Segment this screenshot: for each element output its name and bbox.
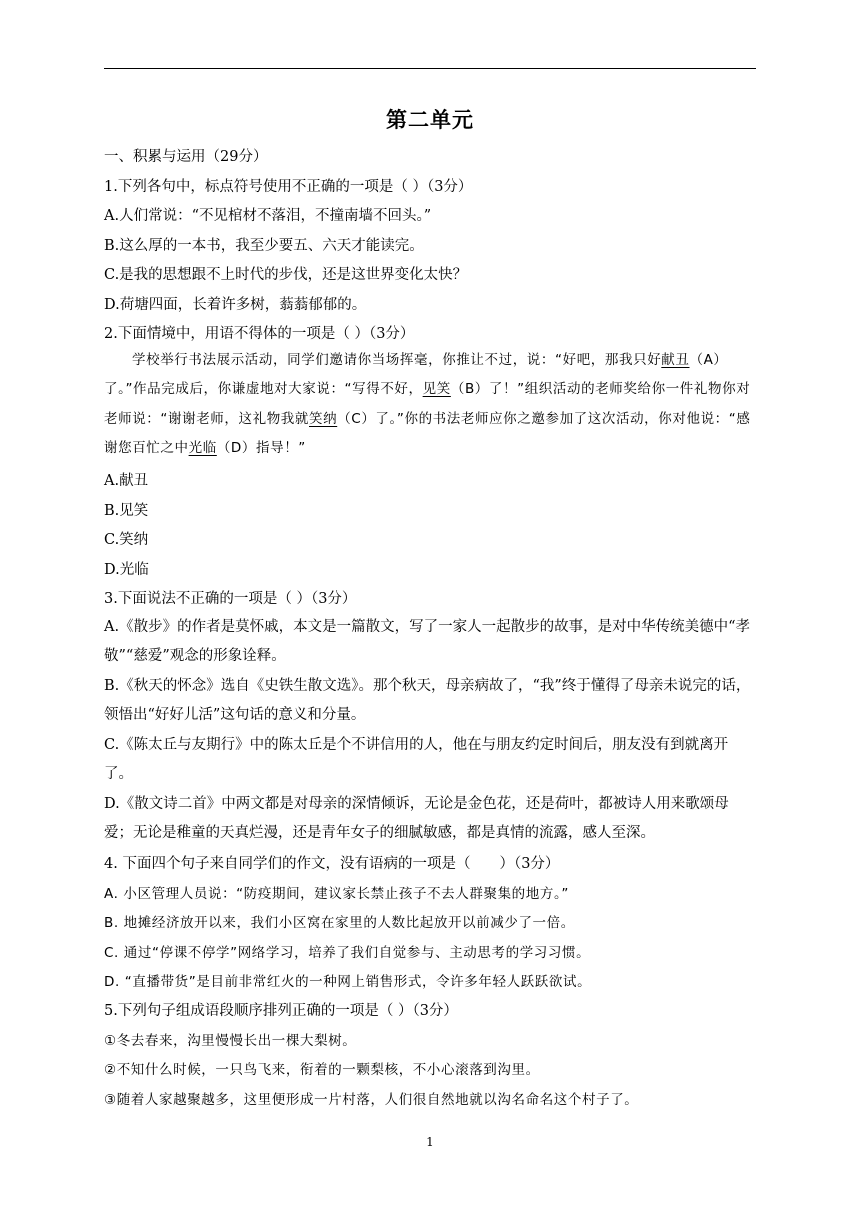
q4-stem: 4. 下面四个句子来自同学们的作文，没有语病的一项是（ ）（3分） [104,856,560,872]
q2-stem: 2.下面情境中，用语不得体的一项是（ ）（3分） [104,326,415,342]
q1-stem: 1.下列各句中，标点符号使用不正确的一项是（ ）（3分） [104,179,473,195]
q2-option-b: B.见笑 [104,503,149,519]
page-title: 第二单元 [386,107,474,132]
q2-passage [104,346,756,464]
q4-option-c: C. 通过“停课不停学”网络学习，培养了我们自觉参与、主动思考的学习习惯。 [104,945,591,961]
q2-option-d: D.光临 [104,562,149,578]
q2-word-c: 笑纳 [309,410,338,427]
q3-option-c: C.《陈太丘与友期行》中的陈太丘是个不讲信用的人，他在与朋友约定时间后，朋友没有到就离开了。 [104,737,729,783]
header-rule [104,68,756,69]
q2-passage-text: （D）指导！” [216,440,306,457]
q2-option-c: C.笑纳 [104,532,149,548]
q2-passage-text: （C）了。”你的书法老师应你之邀参加了这次活动，你对他说：“感谢您百忙之中 [104,410,751,457]
q2-passage-text: 学校举行书法展示活动，同学们邀请你当场挥毫，你推让不过，说：“好吧，那我只好 [132,352,662,368]
q1-option-c: C.是我的思想跟不上时代的步伐，还是这世界变化太快？ [104,267,468,283]
q2-option-a: A.献丑 [104,473,149,489]
q5-sentence-2: ②不知什么时候，一只鸟飞来，衔着的一颗梨核，不小心滚落到沟里。 [104,1062,540,1078]
q2-word-b: 见笑 [422,381,451,398]
q2-word-d: 光临 [188,440,217,457]
q1-option-b: B.这么厚的一本书，我至少要五、六天才能读完。 [104,238,424,254]
q5-sentence-1: ①冬去春来，沟里慢慢长出一棵大梨树。 [104,1033,357,1049]
q5-stem: 5.下列句子组成语段顺序排列正确的一项是（ ）（3分） [104,1003,458,1019]
q2-word-a: 献丑 [661,352,690,368]
section-heading: 一、积累与运用（29分） [104,149,268,165]
q1-option-d: D.荷塘四面，长着许多树，蓊蓊郁郁的。 [104,297,367,313]
q3-option-a: A.《散步》的作者是莫怀戚，本文是一篇散文，写了一家人一起散步的故事，是对中华传统美德中“孝敬”“慈爱”观念的形象诠释。 [104,619,750,665]
q4-option-b: B. 地摊经济放开以来，我们小区窝在家里的人数比起放开以前减少了一倍。 [104,915,575,931]
q2-passage-text: （A）了。”作品完成后，你谦虚地对大家说：“写得不好， [104,352,728,398]
q4-option-a: A. 小区管理人员说：“防疫期间，建议家长禁止孩子不去人群聚集的地方。” [104,886,569,902]
q3-option-b: B.《秋天的怀念》选自《史铁生散文选》。那个秋天，母亲病故了，“我”终于懂得了母亲未说完的话，领悟出“好好儿活”这句话的意义和分量。 [104,678,751,724]
q5-sentence-3: ③随着人家越聚越多，这里便形成一片村落，人们很自然地就以沟名命名这个村子了。 [104,1092,639,1108]
q3-stem: 3.下面说法不正确的一项是（ ）（3分） [104,591,357,607]
q3-option-d: D.《散文诗二首》中两文都是对母亲的深情倾诉，无论是金色花，还是荷叶，都被诗人用来歌颂母爱；无论是稚童的天真烂漫，还是青年女子的细腻敏感，都是真情的流露，感人至深。 [104,796,729,842]
q1-option-a: A.人们常说：“不见棺材不落泪，不撞南墙不回头。” [104,208,432,224]
q4-option-d: D. “直播带货”是目前非常红火的一种网上销售形式，令许多年轻人跃跃欲试。 [104,974,592,990]
q2-passage-text: （B）了！”组织活动的老师奖给你一件礼物你对老师说：“谢谢老师，这礼物我就 [104,381,751,427]
page-number: 1 [426,1135,434,1149]
